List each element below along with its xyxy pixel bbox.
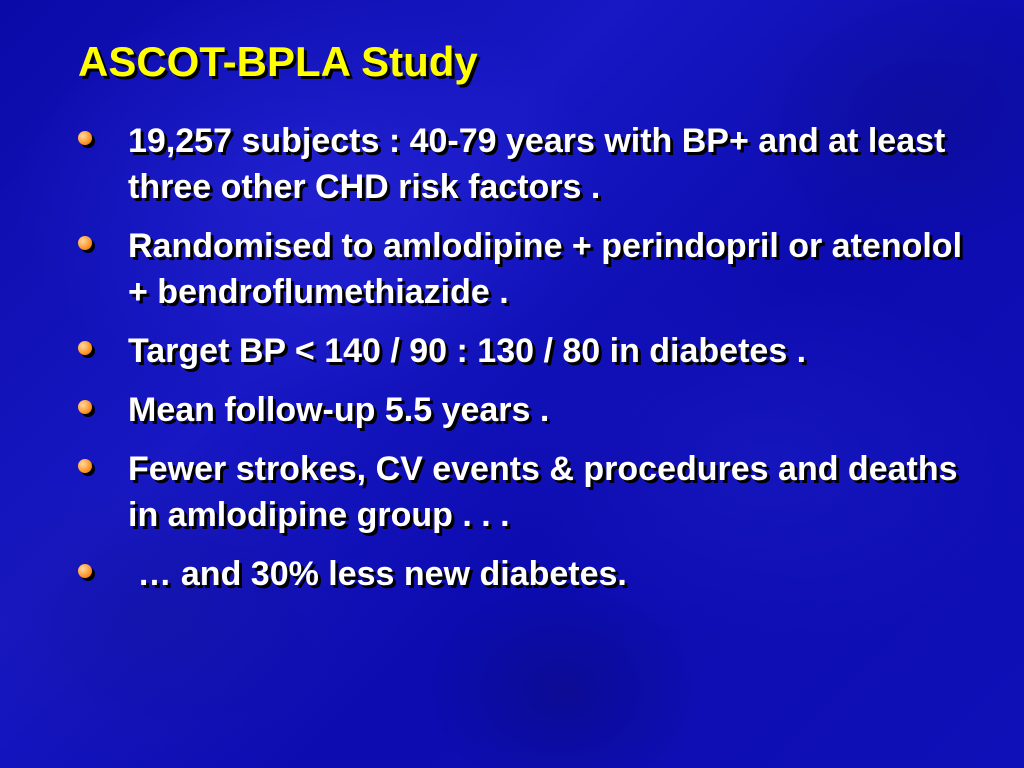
bullet-item: [78, 387, 978, 433]
bullet-dot-icon: [78, 341, 92, 355]
bullet-text: Randomised to amlodipine + perindopril or atenolol + bendroflumethiazide .: [128, 227, 963, 311]
bullet-item: [78, 446, 978, 538]
bullet-dot-icon: [78, 236, 92, 250]
bullet-list: [78, 118, 978, 610]
bullet-item: [78, 328, 978, 374]
bullet-text: Fewer strokes, CV events & procedures and deaths in amlodipine group . . .: [128, 450, 958, 534]
bullet-text: Target BP < 140 / 90 : 130 / 80 in diabetes .: [128, 332, 807, 370]
bullet-dot-icon: [78, 459, 92, 473]
bullet-dot-icon: [78, 564, 92, 578]
bullet-item: [78, 223, 978, 315]
bullet-item: [78, 551, 978, 597]
bullet-text: … and 30% less new diabetes.: [128, 555, 627, 593]
bullet-dot-icon: [78, 400, 92, 414]
bullet-text: Mean follow-up 5.5 years .: [128, 391, 550, 429]
bullet-dot-icon: [78, 131, 92, 145]
bullet-item: [78, 118, 978, 210]
bullet-text: 19,257 subjects : 40-79 years with BP+ and at least three other CHD risk factors .: [128, 122, 946, 206]
slide-title: ASCOT-BPLA Study: [78, 38, 478, 85]
